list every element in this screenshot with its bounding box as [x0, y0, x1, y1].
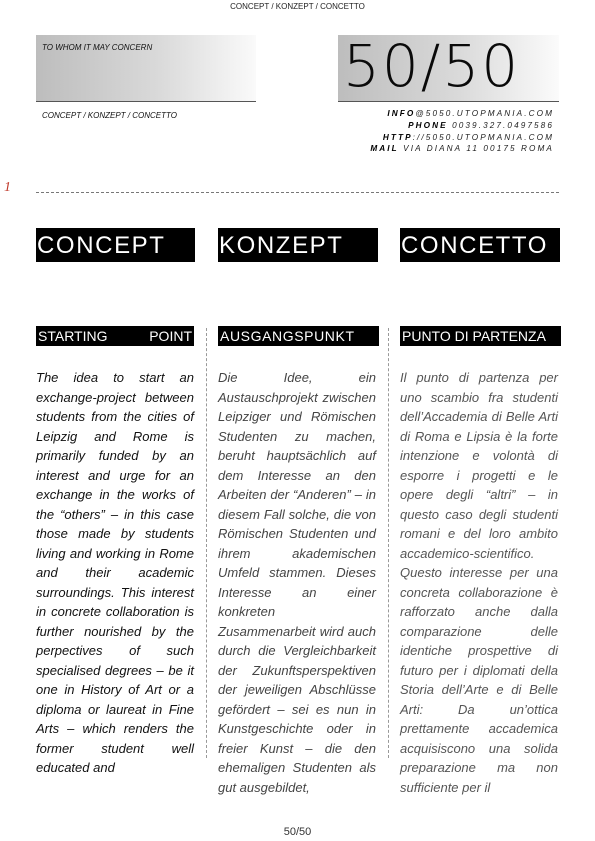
header-running-title: CONCEPT / KONZEPT / CONCETTO [230, 2, 365, 11]
contact-phone-label: PHONE [408, 120, 448, 130]
recipient-text: TO WHOM IT MAY CONCERN [42, 43, 153, 52]
contact-phone [342, 120, 554, 132]
address-divider [36, 101, 256, 102]
subject-text: CONCEPT / KONZEPT / CONCETTO [42, 111, 177, 120]
column-text-german: Die Idee, ein Austauschprojekt zwischen Leipziger und Römischen Studenten zu machen, beruht hauptsächlich auf dem Interesse an den Arbeiten der “Anderen” – in diesem Fall solche, die von Römischen Studenten und ihrem akademischen Umfeld stammen. Dieses Interesse an einer konkreten Zusammenarbeit wird auch durch die Vergleichbarkeit der Zukunftsperspektiven der jeweiligen Abschlüsse gefördert – sei es nun in Kunstgeschichte oder in freier Kunst – die den ehemaligen Studenten als gut ausgebildet, [218, 370, 376, 795]
column-title-konzept: KONZEPT [218, 228, 378, 262]
contact-http-value: ://5050.UTOPMANIA.COM [412, 132, 554, 142]
contact-phone-value: 0039.327.0497586 [452, 120, 554, 130]
section-header-punto-di-partenza: PUNTO DI PARTENZA [400, 326, 561, 346]
column-text-english: The idea to start an exchange-project between students from the cities of Leipzig and Rome is primarily funded by an interest and urge for an exchange in the works of the “others” – in this case those made by students living and working in Rome and their academic surroundings. This interest in concrete collaboration is further nourished by the perpectives of such specialised degrees – be it one in History of Art or a diploma or laureat in Fine Arts – which renders the former student well educated and [36, 370, 194, 775]
section-header-ausgangspunkt: AUSGANGSPUNKT [218, 326, 379, 346]
column-divider-1 [206, 328, 207, 758]
dashed-divider [36, 192, 559, 193]
page-marker: 1 [4, 180, 11, 195]
section-word-1: STARTING [38, 328, 108, 344]
column-divider-2 [388, 328, 389, 758]
contact-http [342, 132, 554, 144]
contact-mail-label: MAIL [370, 144, 399, 154]
column-title-concept: CONCEPT [36, 228, 195, 262]
column-text-italian: Il punto di partenza per uno scambio fra studenti dell’Accademia di Belle Arti di Roma e Lipsia è la forte intenzione e volontà di esporre i progetti e le opere degli “altri” – in questo caso degli studenti romani e del loro ambito accademico-scientifico. Questo interesse per una concreta collaborazione è rafforzato anche dalla comparazione delle identiche prospettive di futuro per i diplomati della Storia dell’Arte e di Belle Arti: Da un’ottica prettamente accademica acquisiscono una solida preparazione ma non sufficiente per il [400, 370, 558, 795]
contact-info-value: @5050.UTOPMANIA.COM [415, 109, 554, 118]
contact-info [342, 108, 554, 120]
contact-http-label: HTTP [382, 132, 413, 142]
section-header-starting-point [36, 326, 194, 346]
column-title-concetto: CONCETTO [400, 228, 560, 262]
contact-block [342, 108, 554, 155]
contact-mail-value: VIA DIANA 11 00175 ROMA [403, 144, 554, 154]
contact-info-label: INFO [387, 109, 416, 118]
footer-page-label: 50/50 [283, 826, 312, 838]
section-word-2: POINT [149, 328, 192, 344]
logo-text: 50/50 [343, 32, 521, 100]
contact-mail [342, 143, 554, 155]
